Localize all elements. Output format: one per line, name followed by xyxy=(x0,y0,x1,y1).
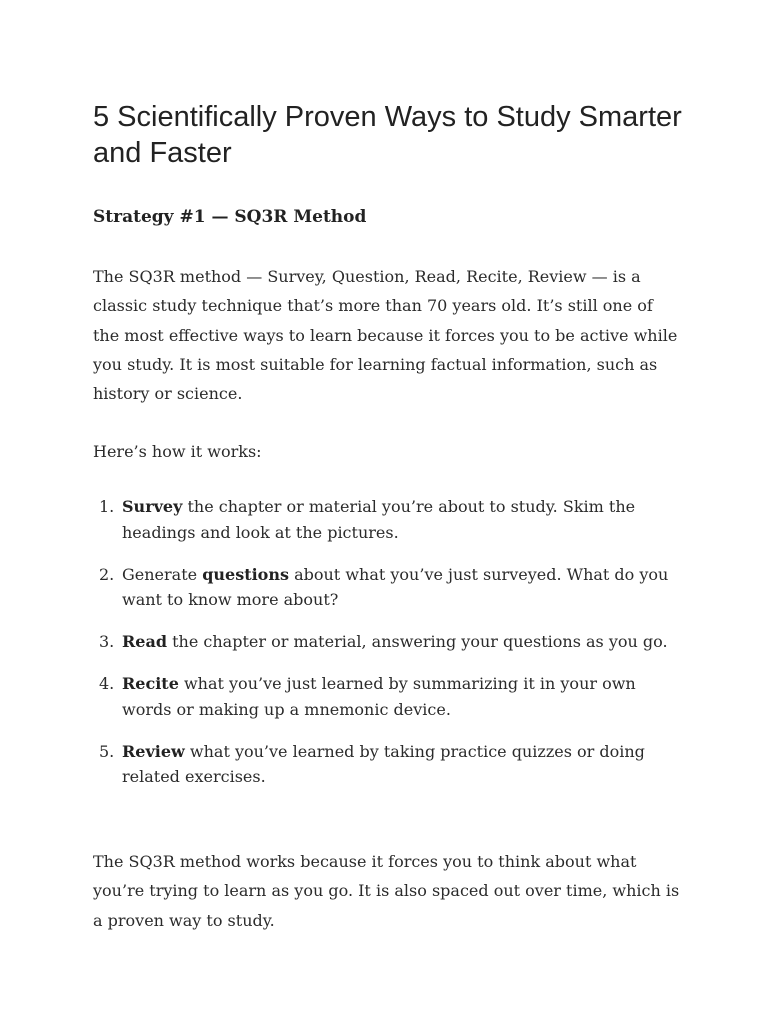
step-item-recite xyxy=(93,671,683,722)
step-item-read xyxy=(93,629,683,655)
step-text: the chapter or material, answering your questions as you go. xyxy=(167,632,668,651)
step-text: what you’ve just learned by summarizing it in your own words or making up a mnemonic device. xyxy=(122,674,636,719)
step-number: 1. xyxy=(99,497,115,516)
article-title: 5 Scientifically Proven Ways to Study Smarter and Faster xyxy=(93,101,682,169)
step-number: 4. xyxy=(99,674,115,693)
step-keyword: Read xyxy=(122,632,168,651)
step-keyword: Recite xyxy=(122,674,179,693)
step-pre: Generate xyxy=(122,564,203,584)
step-item-questions xyxy=(93,562,683,613)
step-number: 5. xyxy=(99,741,115,761)
intro-paragraph: The SQ3R method — Survey, Question, Read, Recite, Review — is a classic study technique that’s more than 70 years old. It’s still one of the most effective ways to learn because it forces you to be active while you study. It is most suitable for learning factual information, such as history or science. xyxy=(93,267,678,404)
steps-list xyxy=(93,494,683,806)
step-text: what you’ve learned by taking practice quizzes or doing related exercises. xyxy=(122,741,645,786)
step-item-review xyxy=(93,739,683,790)
strategy-heading: Strategy #1 — SQ3R Method xyxy=(93,207,367,227)
how-it-works-paragraph: Here’s how it works: xyxy=(93,442,262,461)
step-keyword: Review xyxy=(122,741,185,761)
conclusion-paragraph: The SQ3R method works because it forces you to think about what you’re trying to learn as you go. It is also spaced out over time, which is a proven way to study. xyxy=(93,852,680,930)
step-number: 2. xyxy=(99,564,115,584)
step-text: about what you’ve just surveyed. What do you want to know more about? xyxy=(122,564,669,609)
step-text: the chapter or material you’re about to study. Skim the headings and look at the pictures. xyxy=(122,497,636,542)
step-number: 3. xyxy=(99,632,115,651)
step-keyword: Survey xyxy=(122,497,183,516)
step-keyword: questions xyxy=(202,564,289,584)
step-item-survey xyxy=(93,494,683,545)
